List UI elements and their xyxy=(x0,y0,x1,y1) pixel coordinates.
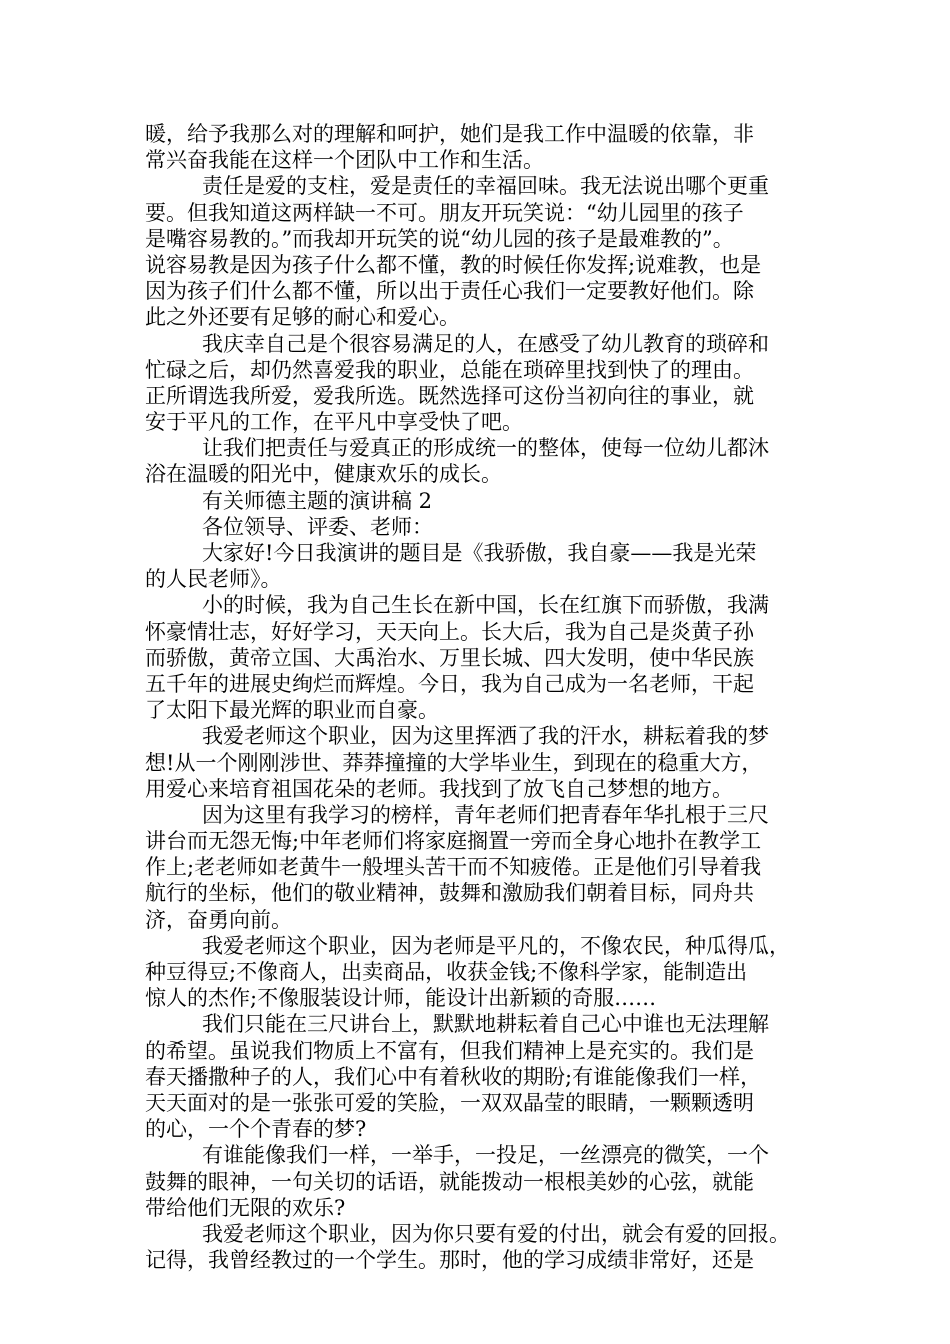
text-line: 用爱心来培育祖国花朵的老师。我找到了放飞自己梦想的地方。 xyxy=(145,776,733,801)
text-line: 种豆得豆;不像商人，出卖商品，收获金钱;不像科学家，能制造出 xyxy=(145,960,748,984)
text-line: 让我们把责任与爱真正的形成统一的整体，使每一位幼儿都沐 xyxy=(202,436,769,461)
text-line: 想!从一个刚刚涉世、莽莽撞撞的大学毕业生，到现在的稳重大方， xyxy=(145,750,763,775)
text-line: 有关师德主题的演讲稿 2 xyxy=(202,488,433,513)
text-line: 记得，我曾经教过的一个学生。那时，他的学习成绩非常好，还是 xyxy=(145,1248,754,1273)
text-line: 春天播撒种子的人，我们心中有着秋收的期盼;有谁能像我们一样， xyxy=(145,1064,762,1089)
text-line: 天天面对的是一张张可爱的笑脸，一双双晶莹的眼睛，一颗颗透明 xyxy=(145,1090,754,1115)
text-line: 我爱老师这个职业，因为老师是平凡的，不像农民，种瓜得瓜， xyxy=(202,933,790,958)
text-line: 是嘴容易教的。”而我却开玩笑的说“幼儿园的孩子是最难教的”。 xyxy=(145,226,734,251)
text-line: 济，奋勇向前。 xyxy=(145,907,292,932)
text-line: 责任是爱的支柱，爱是责任的幸福回味。我无法说出哪个更重 xyxy=(202,174,769,199)
text-line: 因为这里有我学习的榜样，青年老师们把青春年华扎根于三尺 xyxy=(202,802,769,827)
text-line: 怀豪情壮志，好好学习，天天向上。长大后，我为自己是炎黄子孙 xyxy=(145,619,754,644)
document-page xyxy=(145,121,810,1273)
text-line: 讲台而无怨无悔;中年老师们将家庭搁置一旁而全身心地扑在教学工 xyxy=(145,829,762,854)
text-line: 我庆幸自己是个很容易满足的人，在感受了幼儿教育的琐碎和 xyxy=(202,331,769,356)
text-line: 的希望。虽说我们物质上不富有，但我们精神上是充实的。我们是 xyxy=(145,1038,754,1063)
text-line: 航行的坐标，他们的敬业精神，鼓舞和激励我们朝着目标，同舟共 xyxy=(145,881,754,906)
text-line: 暖，给予我那么对的理解和呵护，她们是我工作中温暖的依靠，非 xyxy=(145,122,754,146)
text-line: 正所谓选我所爱，爱我所选。既然选择可这份当初向往的事业，就 xyxy=(145,383,754,408)
text-line: 而骄傲，黄帝立国、大禹治水、万里长城、四大发明，使中华民族 xyxy=(145,645,754,670)
text-line: 小的时候，我为自己生长在新中国，长在红旗下而骄傲，我满 xyxy=(202,593,769,618)
text-line: 带给他们无限的欢乐? xyxy=(145,1195,346,1220)
text-line: 忙碌之后，却仍然喜爱我的职业，总能在琐碎里找到快了的理由。 xyxy=(145,357,754,382)
text-line: 浴在温暖的阳光中，健康欢乐的成长。 xyxy=(145,462,502,487)
text-line: 惊人的杰作;不像服装设计师，能设计出新颖的奇服…… xyxy=(145,986,657,1011)
text-line: 此之外还要有足够的耐心和爱心。 xyxy=(145,305,460,330)
text-line: 有谁能像我们一样，一举手，一投足，一丝漂亮的微笑，一个 xyxy=(202,1143,769,1168)
text-line: 我们只能在三尺讲台上，默默地耕耘着自己心中谁也无法理解 xyxy=(202,1012,769,1037)
text-line: 因为孩子们什么都不懂，所以出于责任心我们一定要教好他们。除 xyxy=(145,279,754,304)
text-line: 作上;老老师如老黄牛一般埋头苦干而不知疲倦。正是他们引导着我 xyxy=(145,855,762,880)
text-line: 常兴奋我能在这样一个团队中工作和生活。 xyxy=(145,148,544,173)
text-line: 安于平凡的工作，在平凡中享受快了吧。 xyxy=(145,410,523,435)
text-line: 我爱老师这个职业，因为这里挥洒了我的汗水，耕耘着我的梦 xyxy=(202,724,769,749)
text-line: 说容易教是因为孩子什么都不懂，教的时候任你发挥;说难教，也是 xyxy=(145,252,762,277)
text-line: 我爱老师这个职业，因为你只要有爱的付出，就会有爱的回报。 xyxy=(202,1221,790,1246)
text-line: 的人民老师》。 xyxy=(145,567,282,592)
text-line: 的心，一个个青春的梦? xyxy=(145,1117,367,1142)
text-line: 各位领导、评委、老师： xyxy=(202,514,433,539)
text-line: 大家好!今日我演讲的题目是《我骄傲，我自豪——我是光荣 xyxy=(202,541,757,565)
text-line: 鼓舞的眼神，一句关切的话语，就能拨动一根根美妙的心弦，就能 xyxy=(145,1169,754,1194)
text-line: 要。但我知道这两样缺一不可。朋友开玩笑说：“幼儿园里的孩子 xyxy=(145,200,744,225)
text-line: 了太阳下最光辉的职业而自豪。 xyxy=(145,698,439,723)
text-line: 五千年的进展史绚烂而辉煌。今日，我为自己成为一名老师，干起 xyxy=(145,671,754,696)
